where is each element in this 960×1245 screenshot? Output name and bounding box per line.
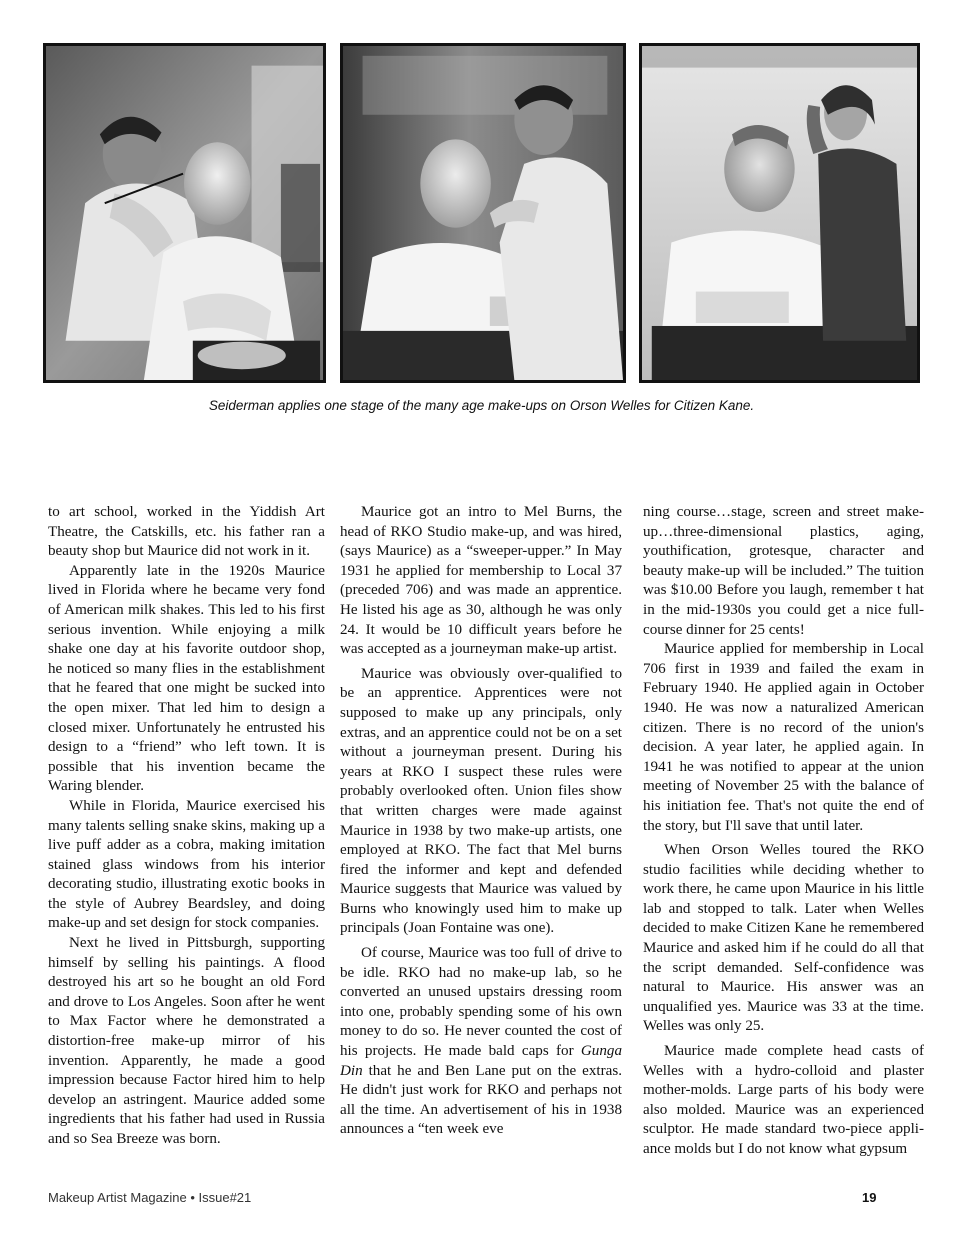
photo-3-image [642,46,917,380]
footer-publication: Makeup Artist Magazine • Issue#21 [48,1190,252,1205]
photo-caption: Seiderman applies one stage of the many age make-ups on Orson Welles for Citizen Kane. [208,398,755,413]
paragraph: When Orson Welles toured the RKO studio facilities while deciding whether to work there, he came upon Maurice in his little lab and stopped to talk. Later when Welles decided to make Citizen Kane he remembered Maurice and asked him if he could do all that the script demanded. Self-confidence was natural to Maurice. His answer was an unqualified yes. Maurice was 33 at the time. Welles was only 25. [643,842,924,1035]
paragraph: While in Florida, Maurice exercised his many talents selling snake skins, making up a live puff adder as a cobra, making imitation stained glass windows from his interior decorating studio, illustrating exotic books in the style of Aubrey Beardsley, and doing make-up and set design for stock companies. [48,797,325,932]
paragraph: Maurice applied for membership in Local 706 first in 1939 and failed the exam in February 1940. He applied again in October 1940. He was now a naturalized American citizen. There is no record of the union's decision. A year later, he applied again. In 1941 he was notified to appear at the union meeting of November 25 with the balance of his initiation fee. That's not quite the end of the story, but I'll save that until later. [643,641,924,834]
paragraph: to art school, worked in the Yiddish Art Theatre, the Catskills, etc. his father ran a beauty shop but Maurice did not work in it. [48,504,325,560]
photo-seiderman-moustache [340,43,626,383]
article-column-2 [340,503,622,1173]
page-number: 19 [862,1190,877,1205]
paragraph [340,944,622,1140]
paragraph-text: that he and Ben Lane put on the extras. He didn't just work for RKO and perhaps not all the time. An advertisement of his in 1938 announces a “ten week eve [340,1062,622,1138]
photo-seiderman-painting [43,43,326,383]
photo-1-image [46,46,323,380]
paragraph: ning course…stage, screen and street make-up…three-dimensional plastics, aging, youthification, grotesque, character and beauty make-up will be included.” The tuition was $10.00 Before you laugh, remember t hat in the mid-1930s you could get a nice full-course dinner for 25 cents! [643,504,924,638]
paragraph: Maurice made complete head casts of Welles with a hydro-colloid and plaster mother-molds. Large parts of his body were also molded. Maurice was an experienced sculptor. He made standard two-piece appliance molds but I do not know what gypsum [643,1043,924,1157]
film-title-gunga-din: Gunga Din [340,1043,622,1079]
paragraph-text: Of course, Maurice was too full of drive to be idle. RKO had no make-up lab, so he converted an unused upstairs dressing room into one, probably spending some of his own money to do so. He never counted the cost of his projects. He made bald caps for [340,945,622,1060]
paragraph: Next he lived in Pittsburgh, supporting himself by selling his paintings. A flood destroyed his art so he bought an old Ford and drove to Los Angeles. Soon after he went to Max Factor where he demonstrated a distortion-free make-up mirror of his invention. Apparently, he made a good impression because Factor hired him to help develop an astringent. Maurice added some ingredients that his father had used in Russia and so Sea Breeze was born. [48,935,325,1147]
photo-2-image [343,46,623,380]
article-column-1 [48,503,325,1173]
paragraph: Maurice was obviously over-qualified to be an apprentice. Apprentices were not supposed to make up any principals, only extras, and an apprentice could not be on a set without a journeyman present. During his years at RKO I suspect these rules were probably overlooked often. Union files show that written charges were made against Maurice in 1938 by two make-up artists, one employed at RKO. The fact that Mel burns fired the informer and kept and defended Maurice suggests that Maurice was valued by Burns who knowingly used him to make up principals (Joan Fontaine was one). [340,665,622,937]
paragraph: Apparently late in the 1920s Maurice lived in Florida where he became very fond of American milk shakes. This led to his first serious invention. While enjoying a milk shake one day at his favorite outdoor shop, he noticed so many flies in the establishment that he feared that one might be sucked into the open mixer. That led him to design a closed mixer. Unfortunately he entrusted his design to a “friend” who left town. It is possible that his invention became the Waring blender. [48,562,325,795]
article-column-3 [643,503,924,1173]
paragraph: Maurice got an intro to Mel Burns, the head of RKO Studio make-up, and was hired, (says Maurice) as a “sweeper-upper.” In May 1931 he applied for membership to Local 37 (preceded 706) and was made an apprentice. He listed his age as 30, although he was only 24. It would be 10 difficult years before he was accepted as a journeyman make-up artist. [340,504,622,658]
photo-welles-hair [639,43,920,383]
